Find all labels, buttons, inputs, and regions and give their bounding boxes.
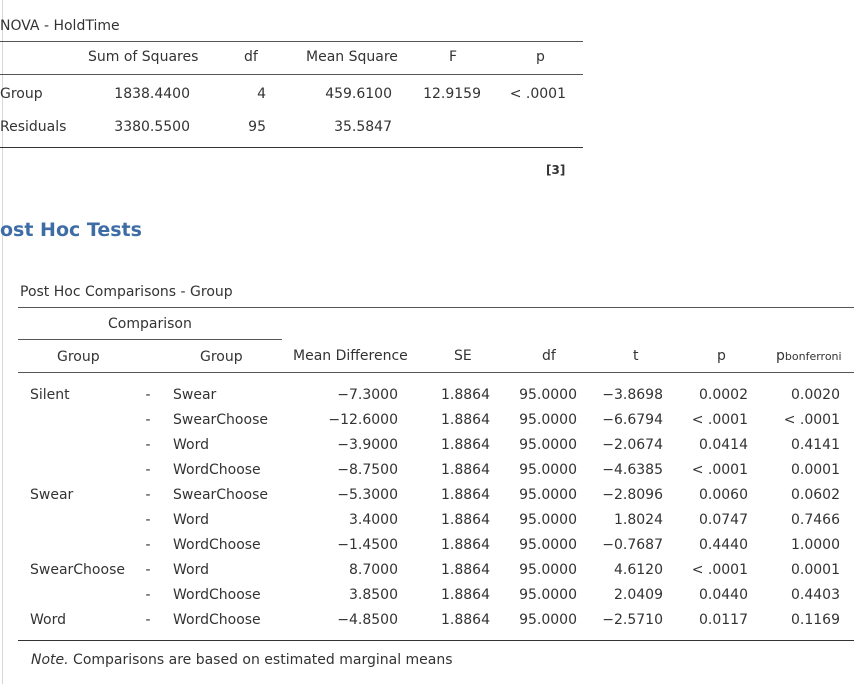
anova-cell-sum-squares: 1838.4400 — [114, 86, 190, 102]
cell-se: 1.8864 — [441, 512, 490, 528]
cell-se: 1.8864 — [441, 587, 490, 603]
cell-df: 95.0000 — [519, 462, 577, 478]
reference-marker[interactable]: [3] — [546, 163, 566, 177]
cell-mean-difference: −7.3000 — [337, 387, 398, 403]
anova-header-mean-square: Mean Square — [306, 49, 398, 65]
header-group-2: Group — [200, 349, 243, 365]
cell-separator: - — [145, 437, 151, 453]
cell-mean-difference: −5.3000 — [337, 487, 398, 503]
cell-group-2: WordChoose — [173, 537, 261, 553]
cell-separator: - — [145, 562, 151, 578]
cell-mean-difference: −1.4500 — [337, 537, 398, 553]
posthoc-top-rule — [18, 307, 854, 308]
cell-df: 95.0000 — [519, 587, 577, 603]
cell-t: −2.8096 — [602, 487, 663, 503]
posthoc-header-rule — [18, 372, 854, 373]
cell-se: 1.8864 — [441, 537, 490, 553]
cell-mean-difference: −4.8500 — [337, 612, 398, 628]
anova-header-rule — [0, 74, 583, 75]
cell-t: 4.6120 — [614, 562, 663, 578]
anova-cell-df: 95 — [248, 119, 266, 135]
cell-group-2: WordChoose — [173, 462, 261, 478]
cell-p-bonferroni: 0.4403 — [791, 587, 840, 603]
cell-p-bonferroni: 0.0001 — [791, 562, 840, 578]
anova-row-label: Residuals — [0, 119, 67, 135]
cell-t: −2.5710 — [602, 612, 663, 628]
cell-p-bonferroni: 0.4141 — [791, 437, 840, 453]
cell-se: 1.8864 — [441, 412, 490, 428]
cell-t: −0.7687 — [602, 537, 663, 553]
cell-group-2: Word — [173, 512, 209, 528]
cell-p-bonferroni: 0.7466 — [791, 512, 840, 528]
cell-separator: - — [145, 612, 151, 628]
table-note: Note. Comparisons are based on estimated marginal means — [31, 652, 453, 668]
cell-group-2: SwearChoose — [173, 412, 268, 428]
anova-cell-p: < .0001 — [509, 86, 566, 102]
cell-mean-difference: 3.4000 — [349, 512, 398, 528]
cell-se: 1.8864 — [441, 462, 490, 478]
cell-t: −6.6794 — [602, 412, 663, 428]
cell-se: 1.8864 — [441, 437, 490, 453]
cell-p: 0.0414 — [699, 437, 748, 453]
cell-t: 1.8024 — [614, 512, 663, 528]
cell-p-bonferroni: 0.0602 — [791, 487, 840, 503]
cell-df: 95.0000 — [519, 562, 577, 578]
header-se: SE — [454, 348, 472, 364]
cell-p: 0.0117 — [699, 612, 748, 628]
header-p: p — [717, 348, 726, 364]
anova-top-rule — [0, 41, 583, 42]
header-p-bonferroni: pbonferroni — [776, 348, 842, 364]
anova-header-p: p — [536, 49, 545, 65]
cell-p: < .0001 — [691, 412, 748, 428]
cell-se: 1.8864 — [441, 487, 490, 503]
cell-group-2: Word — [173, 562, 209, 578]
cell-group-1: Swear — [30, 487, 74, 503]
cell-df: 95.0000 — [519, 387, 577, 403]
cell-mean-difference: 3.8500 — [349, 587, 398, 603]
header-group-1: Group — [57, 349, 100, 365]
cell-separator: - — [145, 537, 151, 553]
cell-p: 0.0440 — [699, 587, 748, 603]
cell-group-1: SwearChoose — [30, 562, 125, 578]
anova-header-sum-squares: Sum of Squares — [88, 49, 199, 65]
anova-cell-mean-square: 459.6100 — [325, 86, 392, 102]
cell-p: 0.0747 — [699, 512, 748, 528]
cell-mean-difference: 8.7000 — [349, 562, 398, 578]
cell-separator: - — [145, 462, 151, 478]
section-heading: ost Hoc Tests — [0, 219, 142, 241]
posthoc-table-title: Post Hoc Comparisons - Group — [20, 284, 233, 300]
anova-header-f: F — [449, 49, 458, 65]
cell-p: < .0001 — [691, 462, 748, 478]
posthoc-bottom-rule — [18, 640, 854, 641]
cell-group-2: WordChoose — [173, 587, 261, 603]
cell-group-2: SwearChoose — [173, 487, 268, 503]
comparison-spanner-rule — [18, 339, 282, 340]
cell-group-2: WordChoose — [173, 612, 261, 628]
cell-mean-difference: −8.7500 — [337, 462, 398, 478]
cell-df: 95.0000 — [519, 612, 577, 628]
cell-p: 0.0002 — [699, 387, 748, 403]
cell-mean-difference: −3.9000 — [337, 437, 398, 453]
anova-table-title: NOVA - HoldTime — [0, 18, 120, 34]
cell-p: < .0001 — [691, 562, 748, 578]
header-df: df — [542, 348, 556, 364]
output-panel-left-border — [2, 0, 3, 684]
cell-separator: - — [145, 587, 151, 603]
cell-df: 95.0000 — [519, 512, 577, 528]
anova-cell-f: 12.9159 — [423, 86, 481, 102]
cell-se: 1.8864 — [441, 562, 490, 578]
anova-cell-df: 4 — [257, 86, 266, 102]
cell-p: 0.0060 — [699, 487, 748, 503]
cell-separator: - — [145, 487, 151, 503]
cell-se: 1.8864 — [441, 612, 490, 628]
cell-p-bonferroni: < .0001 — [783, 412, 840, 428]
cell-group-1: Silent — [30, 387, 70, 403]
anova-bottom-rule — [0, 147, 583, 148]
header-t: t — [633, 348, 639, 364]
cell-p-bonferroni: 0.0020 — [791, 387, 840, 403]
cell-se: 1.8864 — [441, 387, 490, 403]
cell-p-bonferroni: 0.0001 — [791, 462, 840, 478]
cell-separator: - — [145, 412, 151, 428]
anova-cell-sum-squares: 3380.5500 — [114, 119, 190, 135]
cell-p: 0.4440 — [699, 537, 748, 553]
cell-t: −4.6385 — [602, 462, 663, 478]
cell-group-1: Word — [30, 612, 66, 628]
header-mean-difference: Mean Difference — [293, 348, 408, 364]
anova-cell-mean-square: 35.5847 — [334, 119, 392, 135]
cell-group-2: Swear — [173, 387, 217, 403]
cell-t: 2.0409 — [614, 587, 663, 603]
cell-df: 95.0000 — [519, 537, 577, 553]
cell-p-bonferroni: 1.0000 — [791, 537, 840, 553]
cell-mean-difference: −12.6000 — [328, 412, 398, 428]
cell-separator: - — [145, 512, 151, 528]
cell-t: −3.8698 — [602, 387, 663, 403]
cell-p-bonferroni: 0.1169 — [791, 612, 840, 628]
cell-t: −2.0674 — [602, 437, 663, 453]
cell-separator: - — [145, 387, 151, 403]
anova-header-df: df — [244, 49, 258, 65]
cell-df: 95.0000 — [519, 437, 577, 453]
cell-group-2: Word — [173, 437, 209, 453]
anova-row-label: Group — [0, 86, 43, 102]
cell-df: 95.0000 — [519, 487, 577, 503]
comparison-group-header: Comparison — [108, 316, 192, 332]
cell-df: 95.0000 — [519, 412, 577, 428]
